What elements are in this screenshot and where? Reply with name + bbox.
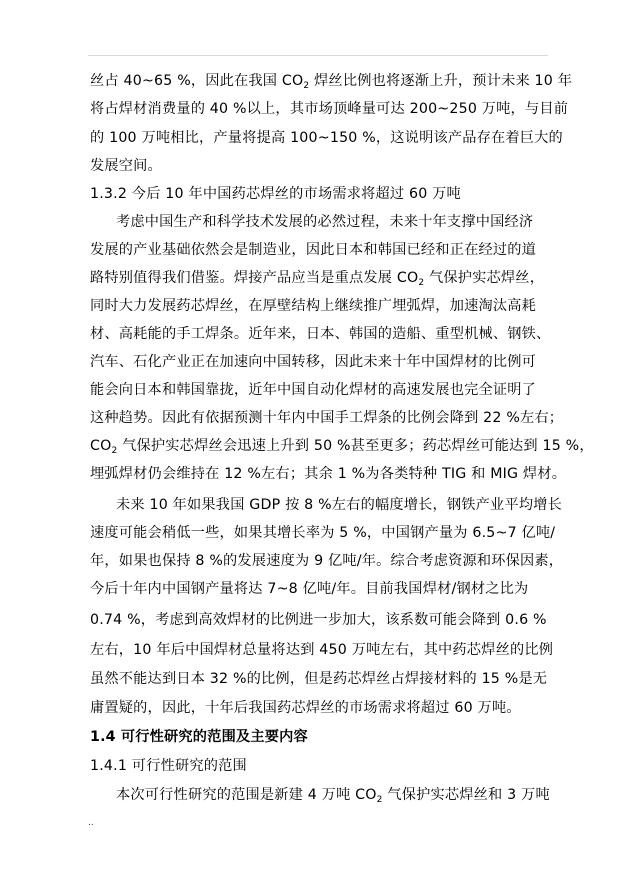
text-line: 速度可能会稍低一些，如果其增长率为 5 %，中国钢产量为 6.5~7 亿吨/ (90, 525, 556, 541)
text-line: 考虑中国生产和科学技术发展的必然过程，未来十年支撑中国经济 (116, 214, 534, 230)
text-line: 路特别值得我们借鉴。焊接产品应当是重点发展 $CO_2$ 气保护实芯焊丝， (90, 270, 545, 288)
text-line: 埋弧焊材仍会维持在 12 %左右；其余 1 %为各类特种 TIG 和 MIG 焊材。 (90, 466, 567, 482)
text-line: 左右，10 年后中国焊材总量将达到 450 万吨左右，其中药芯焊丝的比例 (90, 642, 554, 658)
text-line: 将占焊材消费量的 40 %以上，其市场顶峰量可达 200~250 万吨，与目前 (90, 101, 569, 117)
text-line: 未来 10 年如果我国 GDP 按 8 %左右的幅度增长，钢铁产业平均增长 (116, 497, 562, 513)
text-line: 年，如果也保持 8 %的发展速度为 9 亿吨/年。综合考虑资源和环保因素， (90, 553, 564, 569)
text-line: 发展空间。 (90, 158, 162, 174)
text-line: 本次可行性研究的范围是新建 4 万吨 $CO_2$ 气保护实芯焊丝和 3 万吨 (116, 787, 550, 805)
text-line: 0.74 %，考虑到高效焊材的比例进一步加大，该系数可能会降到 0.6 % (90, 612, 547, 628)
text-line: 材、高耗能的手工焊条。近年来，日本、韩国的造船、重型机械、钢铁、 (90, 326, 551, 342)
text-line: 发展的产业基础依然会是制造业，因此日本和韩国已经和正在经过的道 (90, 242, 537, 258)
text-line: 同时大力发展药芯焊丝，在厚壁结构上继续推广埋弧焊，加速淘汰高耗 (90, 298, 537, 314)
section-heading: 1.3.2 今后 10 年中国药芯焊丝的市场需求将超过 60 万吨 (90, 186, 461, 202)
text-line: 这种趋势。因此有依据预测十年内中国手工焊条的比例会降到 22 %左右； (90, 410, 564, 426)
text-line: 虽然不能达到日本 32 %的比例，但是药芯焊丝占焊接材料的 15 %是无 (90, 671, 548, 687)
section-heading: 1.4 可行性研究的范围及主要内容 (90, 729, 308, 745)
header-rule (88, 55, 548, 56)
text-line: $CO_2$ 气保护实芯焊丝会迅速上升到 50 %甚至更多；药芯焊丝可能达到 15 %， (90, 438, 594, 456)
subsection-heading: 1.4.1 可行性研究的范围 (90, 758, 247, 774)
page-footer-mark: .. (88, 818, 94, 828)
text-line: 今后十年内中国钢产量将达 7~8 亿吨/年。目前我国焊材/钢材之比为 (90, 581, 529, 597)
text-line: 汽车、石化产业正在加速向中国转移，因此未来十年中国焊材的比例可 (90, 354, 537, 370)
text-line: 丝占 40~65 %，因此在我国 $CO_2$ 焊丝比例也将逐渐上升，预计未来 10 年 (90, 73, 573, 91)
text-line: 能会向日本和韩国靠拢，近年中国自动化焊材的高速发展也完全证明了 (90, 382, 537, 398)
text-line: 的 100 万吨相比，产量将提高 100~150 %，这说明该产品存在着巨大的 (90, 130, 563, 146)
text-line: 庸置疑的，因此，十年后我国药芯焊丝的市场需求将超过 60 万吨。 (90, 700, 521, 716)
